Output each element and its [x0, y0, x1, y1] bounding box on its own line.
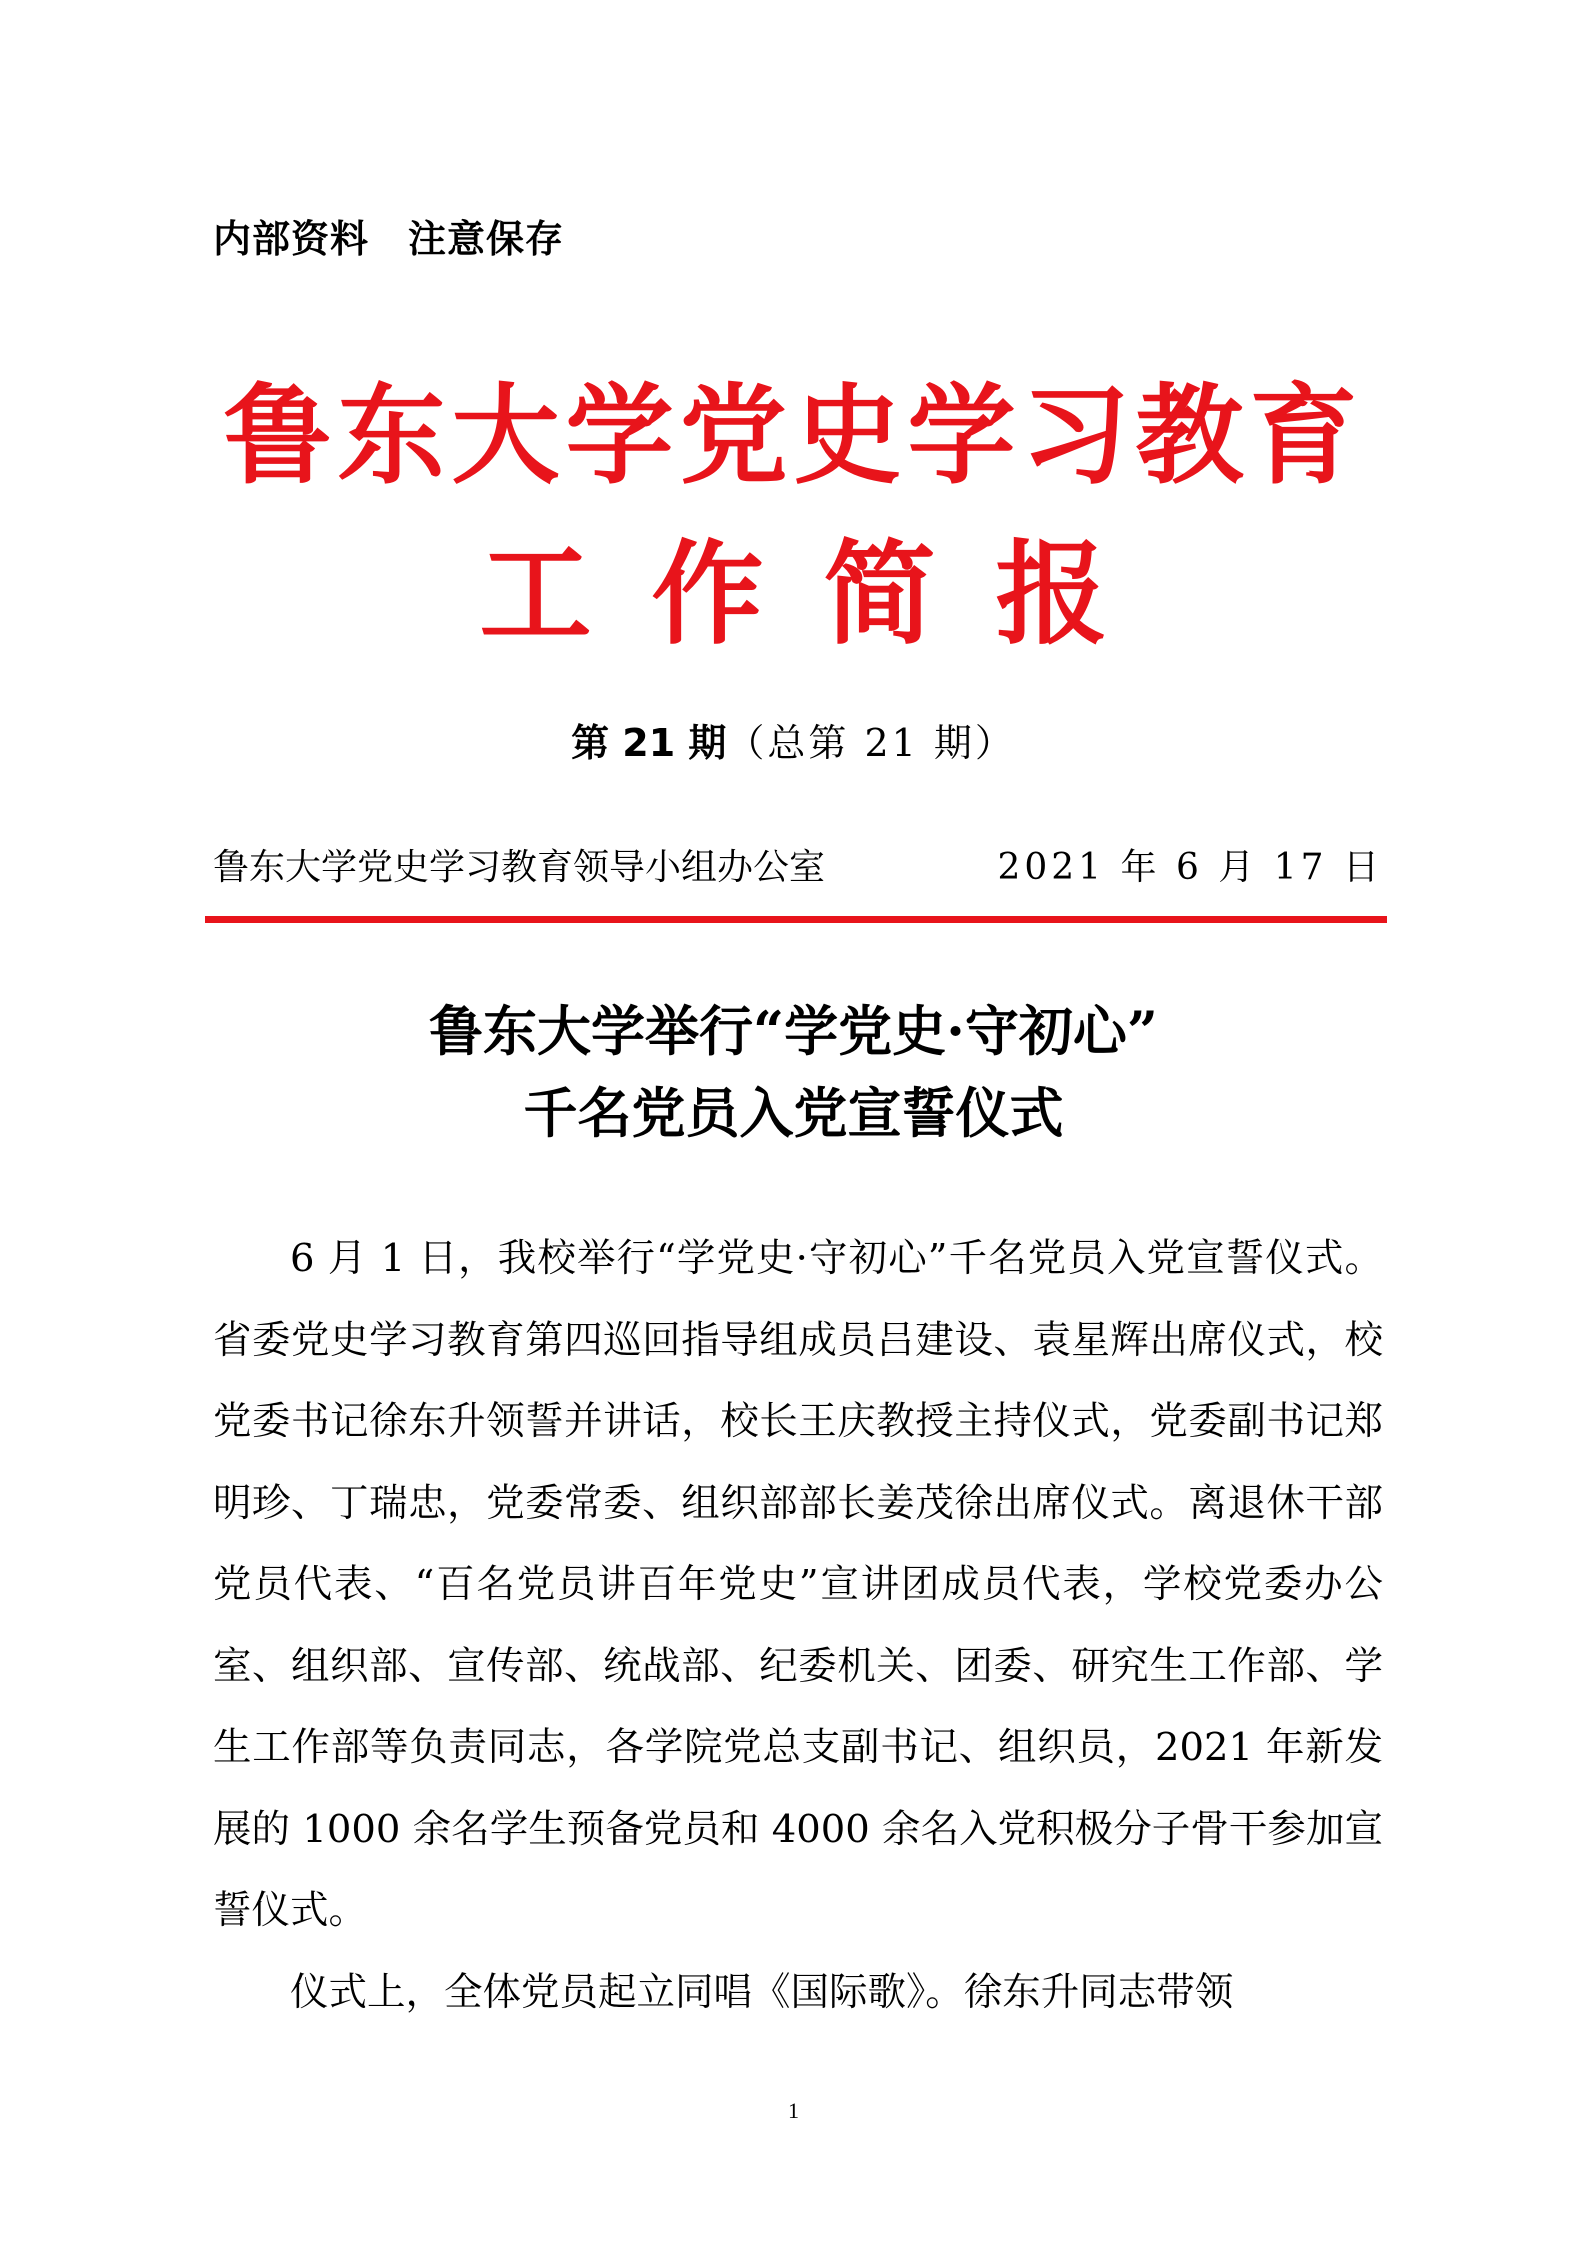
issue-number — [0, 718, 1587, 768]
page-number: 1 — [788, 2098, 799, 2123]
issue-current: 第 21 期 — [571, 721, 727, 765]
article-title-line2: 千名党员入党宣誓仪式 — [523, 1081, 1064, 1145]
red-divider — [205, 916, 1387, 923]
office-line — [213, 843, 1383, 893]
article-title-line1: 鲁东大学举行“学党史·守初心” — [429, 999, 1158, 1063]
masthead-title: 鲁东大学党史学习教育 — [223, 374, 1364, 499]
paragraph: 6 月 1 日，我校举行“学党史·守初心”千名党员入党宣誓仪式。省委党史学习教育第四巡回指导组成员吕建设、袁星辉出席仪式，校党委书记徐东升领誓并讲话，校长王庆教授主持仪式，党委副书记郑明珍、丁瑞忠，党委常委、组织部部长姜茂徐出席仪式。离退休干部党员代表、“百名党员讲百年党史”宣讲团成员代表，学校党委办公室、组织部、宣传部、统战部、纪委机关、团委、研究生工作部、学生工作部等负责同志，各学院党总支副书记、组织员，2021 年新发展的 1000 余名学生预备党员和 4000 余名入党积极分子骨干参加宣誓仪式。 — [213, 1236, 1383, 1933]
publish-date: 2021 年 6 月 17 日 — [997, 847, 1383, 888]
paragraph: 仪式上，全体党员起立同唱《国际歌》。徐东升同志带领 — [290, 1969, 1234, 2015]
internal-note: 内部资料 注意保存 — [213, 217, 565, 261]
masthead-subtitle: 工作简报 — [479, 530, 1168, 660]
office-name: 鲁东大学党史学习教育领导小组办公室 — [213, 847, 826, 888]
article-title — [0, 990, 1587, 1154]
issue-total: （总第 21 期） — [726, 721, 1016, 765]
article-body — [213, 1218, 1383, 2033]
